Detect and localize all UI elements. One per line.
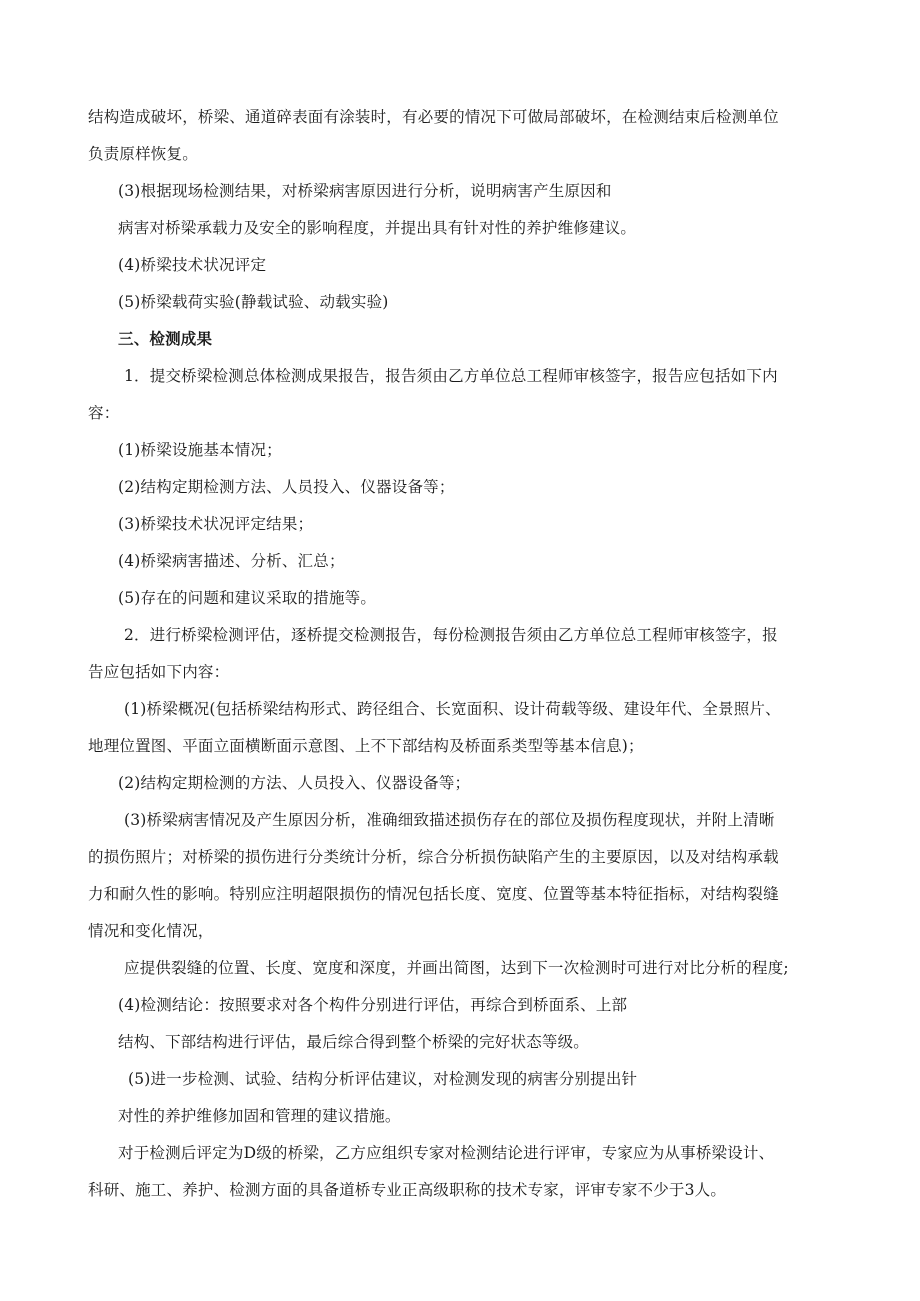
paragraph-line: 情况和变化情况， [88, 922, 214, 940]
list-item: (4)桥梁病害描述、分析、汇总； [118, 552, 345, 570]
list-item: (1)桥梁概况(包括桥梁结构形式、跨径组合、长宽面积、设计荷载等级、建设年代、全景照片、 [124, 700, 781, 718]
list-item: (3)桥梁病害情况及产生原因分析，准确细致描述损伤存在的部位及损伤程度现状，并附上清晰 [124, 811, 775, 829]
list-item: (5)存在的问题和建议采取的措施等。 [118, 589, 377, 607]
list-item: (2)结构定期检测的方法、人员投入、仪器设备等； [118, 774, 471, 792]
paragraph-line: 力和耐久性的影响。特别应注明超限损伤的情况包括长度、宽度、位置等基本特征指标，对结构裂缝 [88, 885, 779, 903]
list-item: (3)根据现场检测结果，对桥梁病害原因进行分析，说明病害产生原因和 [118, 182, 612, 200]
list-item: (5)进一步检测、试验、结构分析评估建议，对检测发现的病害分别提出针 [128, 1070, 638, 1088]
paragraph-line: 地理位置图、平面立面横断面示意图、上不下部结构及桥面系类型等基本信息)； [88, 737, 644, 755]
section-heading: 三、检测成果 [118, 330, 213, 348]
list-item: (4)桥梁技术状况评定 [118, 256, 267, 274]
paragraph-line: 1．提交桥梁检测总体检测成果报告，报告须由乙方单位总工程师审核签字，报告应包括如下内 [124, 367, 778, 385]
list-item: (5)桥梁载荷实验(静载试验、动载实验) [118, 293, 389, 311]
paragraph-line: 结构、下部结构进行评估，最后综合得到整个桥梁的完好状态等级。 [118, 1033, 590, 1051]
paragraph-line: 负责原样恢复。 [88, 145, 198, 163]
paragraph-line: 2．进行桥梁检测评估，逐桥提交检测报告，每份检测报告须由乙方单位总工程师审核签字，报 [124, 626, 778, 644]
paragraph-line: 的损伤照片；对桥梁的损伤进行分类统计分析，综合分析损伤缺陷产生的主要原因，以及对结构承载 [88, 848, 779, 866]
list-item: (1)桥梁设施基本情况； [118, 441, 282, 459]
paragraph-line: 结构造成破坏，桥梁、通道碎表面有涂装时，有必要的情况下可做局部破坏，在检测结束后检测单位 [88, 108, 779, 126]
paragraph-line: 科研、施工、养护、检测方面的具备道桥专业正高级职称的技术专家，评审专家不少于3人。 [88, 1181, 727, 1199]
paragraph-line: 对性的养护维修加固和管理的建议措施。 [118, 1107, 401, 1125]
list-item: (4)检测结论：按照要求对各个构件分别进行评估，再综合到桥面系、上部 [118, 996, 628, 1014]
paragraph-line: 对于检测后评定为D级的桥梁，乙方应组织专家对检测结论进行评审，专家应为从事桥梁设计、 [118, 1144, 775, 1162]
paragraph-line: 应提供裂缝的位置、长度、宽度和深度，并画出简图，达到下一次检测时可进行对比分析的程度; [124, 959, 789, 977]
list-item: (2)结构定期检测方法、人员投入、仪器设备等； [118, 478, 455, 496]
paragraph-line: 告应包括如下内容： [88, 663, 230, 681]
paragraph-line: 病害对桥梁承载力及安全的影响程度，并提出具有针对性的养护维修建议。 [118, 219, 637, 237]
paragraph-line: 容： [88, 404, 120, 422]
list-item: (3)桥梁技术状况评定结果； [118, 515, 314, 533]
